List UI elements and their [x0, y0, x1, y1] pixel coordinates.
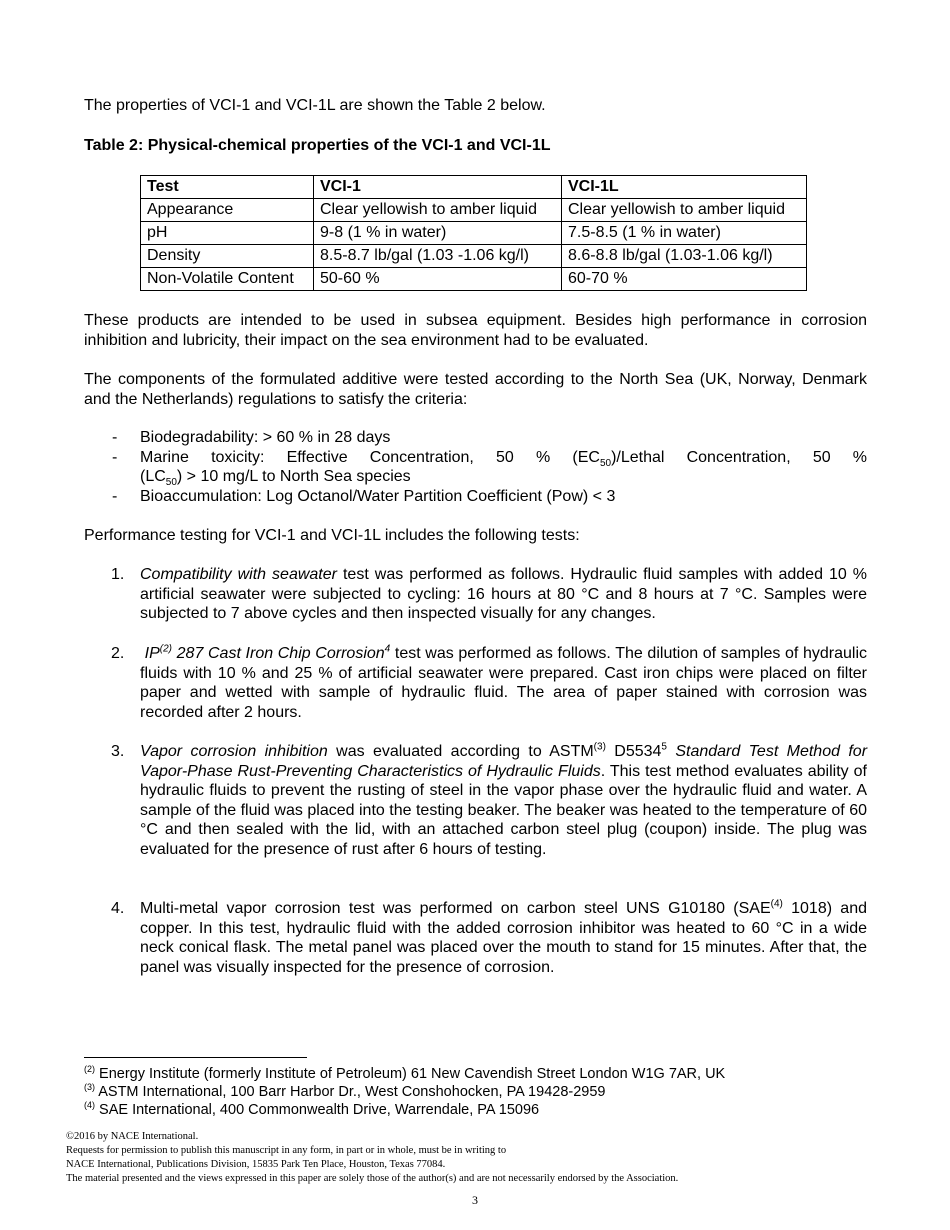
item-text: D5534: [605, 743, 662, 760]
item-text: 1018) and copper. In this test, hydraulic fluid with the added corrosion inhibitor was heated to 60 °C in a wide neck conical flask. The metal panel was placed over the mouth to stand for 15 minutes. After that, the panel was visually inspected for the presence of corrosion.: [140, 900, 868, 976]
footnote-mark: (3): [84, 1082, 95, 1093]
list-item-text: ) > 10 mg/L to North Sea species: [176, 468, 411, 485]
table-cell: Non-Volatile Content: [141, 268, 314, 291]
legal-line: NACE International, Publications Division, 15835 Park Ten Place, Houston, Texas 77084.: [66, 1159, 446, 1170]
table-cell: 8.6-8.8 lb/gal (1.03-1.06 kg/l): [562, 245, 807, 268]
superscript: (4): [770, 898, 783, 910]
list-item: [84, 448, 867, 487]
table-header-cell: Test: [141, 176, 314, 199]
list-item-text: Marine toxicity: Effective Concentration, 50 % (EC: [140, 448, 600, 466]
footnote: [84, 1065, 725, 1083]
subscript: 50: [165, 477, 177, 489]
item-emphasis: IP: [144, 645, 160, 662]
list-item-line: [140, 448, 867, 468]
table-cell: Clear yellowish to amber liquid: [314, 199, 562, 222]
item-number: 3.: [111, 743, 125, 760]
list-dash: -: [112, 487, 118, 505]
table-cell: 9-8 (1 % in water): [314, 222, 562, 245]
superscript: (3): [593, 741, 606, 753]
numbered-item: [84, 565, 867, 624]
footnote-text: ASTM International, 100 Barr Harbor Dr., West Conshohocken, PA 19428-2959: [95, 1084, 606, 1100]
footnote: [84, 1083, 605, 1101]
item-text: was evaluated according to ASTM: [327, 743, 594, 760]
table-cell: 8.5-8.7 lb/gal (1.03 -1.06 kg/l): [314, 245, 562, 268]
superscript: 5: [661, 741, 667, 753]
table-cell: Density: [141, 245, 314, 268]
item-number: 1.: [111, 566, 125, 583]
footnote-text: Energy Institute (formerly Institute of Petroleum) 61 New Cavendish Street London W1G 7AR, UK: [95, 1066, 726, 1082]
item-emphasis: Vapor corrosion inhibition: [140, 743, 328, 760]
table-row: [141, 199, 807, 222]
legal-line: Requests for permission to publish this manuscript in any form, in part or in whole, must be in writing to: [66, 1145, 507, 1156]
item-text: test was performed as follows. The dilution of samples of hydraulic fluids with 10 % and 25 % of artificial seawater were prepared. Cast iron chips were placed on filter paper and wetted with sample of hydraulic fluid. The area of paper stained with corrosion was recorded after 2 hours.: [140, 645, 868, 721]
numbered-item: [84, 742, 867, 859]
table-cell: 7.5-8.5 (1 % in water): [562, 222, 807, 245]
superscript: [160, 644, 172, 655]
footnote-text: SAE International, 400 Commonwealth Drive, Warrendale, PA 15096: [95, 1102, 540, 1118]
list-dash: -: [112, 448, 118, 466]
table-header-row: [141, 176, 807, 199]
table-cell: Clear yellowish to amber liquid: [562, 199, 807, 222]
numbered-item: [84, 644, 867, 722]
superscript-text: 4: [384, 643, 391, 655]
list-item-line: [140, 467, 867, 487]
table-cell: Appearance: [141, 199, 314, 222]
legal-line: The material presented and the views expressed in this paper are solely those of the author(s) and are not necessarily endorsed by the Association.: [66, 1173, 679, 1184]
item-emphasis: Standard Test Method for Vapor-Phase Rust-Preventing Characteristics of Hydraulic Fluids: [140, 743, 868, 780]
item-emphasis: 287 Cast Iron Chip Corrosion: [172, 645, 385, 662]
legal-line: ©2016 by NACE International.: [66, 1131, 199, 1142]
item-emphasis: Compatibility with seawater: [140, 566, 337, 583]
subsea-paragraph: These products are intended to be used in subsea equipment. Besides high performance in corrosion inhibition and lubricity, their impact on the sea environment had to be evaluated.: [84, 312, 867, 349]
table-row: [141, 222, 807, 245]
list-item-text: Biodegradability: > 60 % in 28 days: [140, 429, 391, 446]
item-text: . This test method evaluates ability of hydraulic fluids to prevent the rusting of steel in the vapor phase over the hydraulic fluid and water. A sample of the fluid was placed into the testing beaker. The beaker was heated to the temperature of 60 °C and then sealed with the lid, with an attached carbon steel plug (coupon) inside. The plug was evaluated for the presence of rust after 6 hours of testing.: [140, 762, 868, 858]
intro-paragraph: The properties of VCI-1 and VCI-1L are shown the Table 2 below.: [84, 97, 546, 114]
subscript: 50: [599, 457, 612, 469]
table-header-cell: VCI-1L: [562, 176, 807, 199]
footnote-divider: [84, 1057, 307, 1058]
properties-table: [140, 175, 807, 291]
table-cell: pH: [141, 222, 314, 245]
list-item-text: )/Lethal Concentration, 50 %: [611, 448, 867, 466]
performance-paragraph: Performance testing for VCI-1 and VCI-1L includes the following tests:: [84, 527, 580, 544]
list-dash: -: [112, 429, 118, 446]
list-item: [84, 428, 867, 448]
item-text: test was performed as follows. Hydraulic fluid samples with added 10 % artificial seawater were subjected to cycling: 16 hours at 80 °C and 8 hours at 7 °C. Samples were subjected to 7 above cycles and then inspected visually for any changes.: [140, 566, 867, 622]
item-number: 2.: [111, 645, 125, 662]
page-number: 3: [472, 1193, 478, 1207]
list-item: [84, 487, 867, 507]
list-item-text: Bioaccumulation: Log Octanol/Water Partition Coefficient (Pow) < 3: [140, 487, 616, 505]
table-caption: Table 2: Physical-chemical properties of the VCI-1 and VCI-1L: [84, 137, 551, 154]
list-item-text: (LC: [140, 468, 166, 485]
footnote-mark: (2): [84, 1064, 95, 1075]
legal-notice: [66, 1130, 678, 1186]
table-row: [141, 268, 807, 291]
footnote: [84, 1101, 539, 1119]
table-cell: 60-70 %: [562, 268, 807, 291]
superscript-text: (2): [159, 643, 173, 655]
table-row: [141, 245, 807, 268]
table-cell: 50-60 %: [314, 268, 562, 291]
item-number: 4.: [111, 900, 125, 917]
components-paragraph: The components of the formulated additive were tested according to the North Sea (UK, Norway, Denmark and the Netherlands) regulations to satisfy the criteria:: [84, 371, 867, 408]
numbered-item: [84, 899, 867, 977]
table-header-cell: VCI-1: [314, 176, 562, 199]
item-text: Multi-metal vapor corrosion test was performed on carbon steel UNS G10180 (SAE: [140, 900, 771, 917]
footnote-mark: (4): [84, 1100, 95, 1111]
criteria-list: [84, 428, 867, 506]
